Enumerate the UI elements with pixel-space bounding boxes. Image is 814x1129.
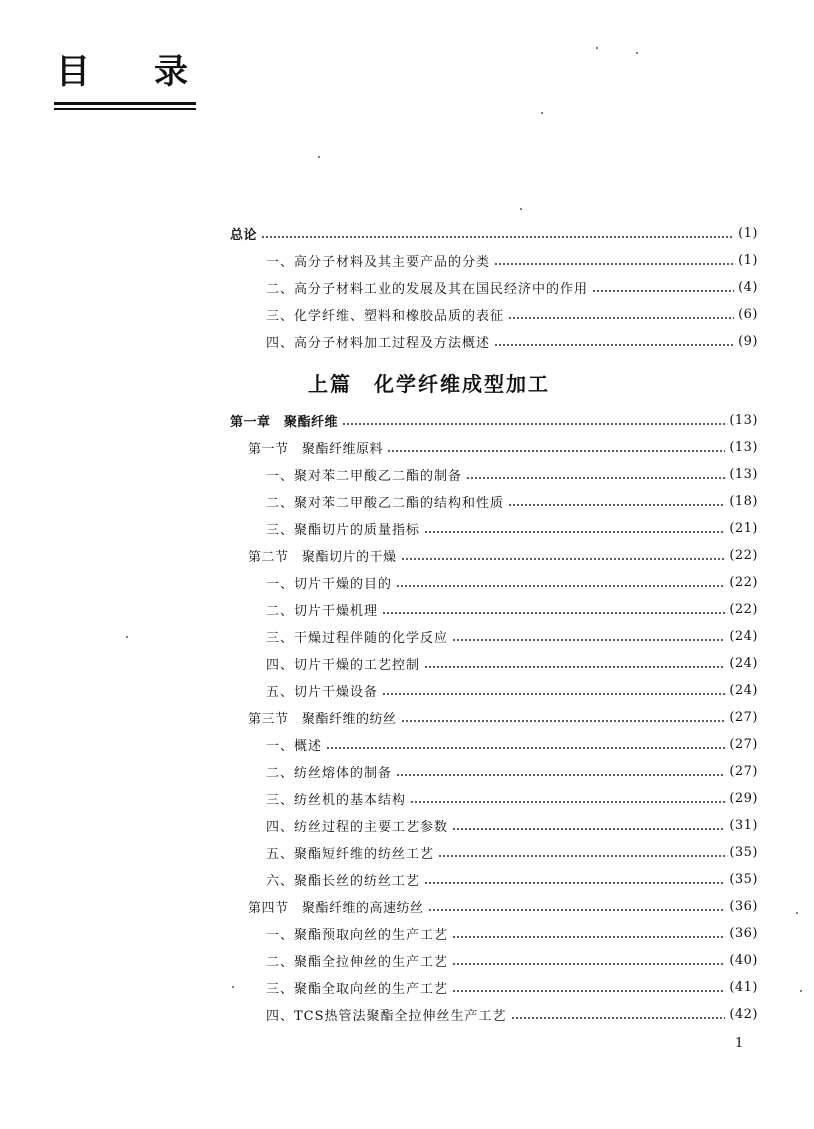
title-underline-thin: [54, 108, 196, 110]
toc-entry-label: 一、高分子材料及其主要产品的分类: [266, 254, 491, 270]
toc-entry-label: 一、概述: [266, 738, 323, 754]
toc-entry[interactable]: [266, 249, 758, 271]
toc-entry-page: (6): [738, 306, 758, 322]
toc-entry-page: (31): [729, 817, 758, 833]
toc-entry-page: (41): [729, 979, 758, 995]
toc-leader-dots: [494, 344, 734, 346]
toc-leader-dots: [452, 936, 725, 938]
toc-entry-page: (18): [729, 493, 758, 509]
toc-entry-section[interactable]: [248, 436, 758, 458]
toc-entry-page: (35): [729, 844, 758, 860]
toc-entry-label: 二、聚对苯二甲酸乙二酯的结构和性质: [266, 495, 505, 511]
part-heading: 上篇 化学纤维成型加工: [308, 372, 550, 396]
toc-entry-page: (13): [729, 412, 758, 428]
scan-speck: [796, 912, 798, 914]
toc-entry-page: (22): [729, 601, 758, 617]
toc-entry-label: 三、纺丝机的基本结构: [266, 792, 407, 808]
toc-leader-dots: [424, 882, 725, 884]
toc-entry-label: 一、聚酯预取向丝的生产工艺: [266, 927, 449, 943]
toc-leader-dots: [387, 450, 725, 452]
toc-entry-section[interactable]: [248, 895, 758, 917]
toc-entry-label: 二、聚酯全拉伸丝的生产工艺: [266, 954, 449, 970]
title-char-lu: 录: [154, 52, 188, 92]
toc-entry-section[interactable]: [248, 544, 758, 566]
toc-leader-dots: [494, 263, 734, 265]
toc-entry-page: (22): [729, 574, 758, 590]
toc-entry[interactable]: [266, 276, 758, 298]
toc-entry-page: (22): [729, 547, 758, 563]
toc-entry-label: 第三节 聚酯纤维的纺丝: [248, 711, 397, 727]
scan-speck: [800, 990, 802, 992]
toc-leader-dots: [428, 909, 726, 911]
toc-entry-label: 总论: [230, 227, 258, 243]
toc-leader-dots: [396, 585, 725, 587]
toc-entry-page: (29): [729, 790, 758, 806]
toc-entry-page: (40): [729, 952, 758, 968]
toc-entry-label: 二、纺丝熔体的制备: [266, 765, 393, 781]
toc-leader-dots: [452, 963, 725, 965]
toc-entry[interactable]: [266, 652, 758, 674]
toc-leader-dots: [424, 531, 725, 533]
toc-leader-dots: [424, 666, 725, 668]
toc-entry-page: (27): [729, 709, 758, 725]
toc-entry-page: (1): [738, 252, 758, 268]
toc-entry[interactable]: [266, 868, 758, 890]
scan-speck: [520, 208, 522, 210]
toc-entry-label: 一、聚对苯二甲酸乙二酯的制备: [266, 468, 463, 484]
toc-entry[interactable]: [266, 517, 758, 539]
toc-entry-page: (36): [729, 925, 758, 941]
scan-speck: [541, 112, 543, 114]
scan-speck: [318, 156, 320, 158]
toc-entry[interactable]: [266, 571, 758, 593]
toc-entry-page: (27): [729, 736, 758, 752]
toc-entry-chapter[interactable]: [230, 409, 758, 431]
toc-entry-label: 三、聚酯全取向丝的生产工艺: [266, 981, 449, 997]
toc-entry-label: 五、切片干燥设备: [266, 684, 379, 700]
toc-leader-dots: [382, 612, 725, 614]
toc-leader-dots: [342, 423, 725, 425]
toc-leader-dots: [452, 990, 725, 992]
toc-entry-label: 四、TCS热管法聚酯全拉伸丝生产工艺: [266, 1008, 507, 1024]
toc-entry-label: 六、聚酯长丝的纺丝工艺: [266, 873, 421, 889]
toc-entry-page: (24): [729, 655, 758, 671]
toc-entry-general[interactable]: [230, 222, 758, 244]
toc-leader-dots: [396, 774, 725, 776]
toc-entry[interactable]: [266, 463, 758, 485]
toc-entry-label: 三、聚酯切片的质量指标: [266, 522, 421, 538]
toc-entry[interactable]: [266, 841, 758, 863]
title-char-mu: 目: [56, 52, 90, 92]
toc-leader-dots: [401, 720, 726, 722]
toc-entry[interactable]: [266, 598, 758, 620]
toc-entry-page: (35): [729, 871, 758, 887]
toc-entry-label: 二、切片干燥机理: [266, 603, 379, 619]
toc-entry-section[interactable]: [248, 706, 758, 728]
toc-entry[interactable]: [266, 1003, 758, 1025]
toc-leader-dots: [410, 801, 725, 803]
toc-entry[interactable]: [266, 814, 758, 836]
title-underline-thick: [54, 102, 196, 105]
toc-leader-dots: [592, 290, 734, 292]
toc-entry[interactable]: [266, 949, 758, 971]
page-title: [56, 50, 196, 94]
toc-entry-page: (24): [729, 682, 758, 698]
toc-entry-label: 三、干燥过程伴随的化学反应: [266, 630, 449, 646]
toc-leader-dots: [261, 236, 734, 238]
scan-speck: [126, 636, 128, 638]
scan-speck: [596, 47, 598, 49]
toc-entry[interactable]: [266, 490, 758, 512]
toc-entry-label: 第一节 聚酯纤维原料: [248, 441, 384, 457]
toc-entry-page: (13): [729, 439, 758, 455]
toc-leader-dots: [466, 477, 725, 479]
scan-speck: [232, 986, 234, 988]
toc-entry[interactable]: [266, 679, 758, 701]
toc-entry[interactable]: [266, 303, 758, 325]
toc-entry[interactable]: [266, 330, 758, 352]
toc-leader-dots: [438, 855, 725, 857]
toc-leader-dots: [452, 639, 725, 641]
toc-entry-label: 二、高分子材料工业的发展及其在国民经济中的作用: [266, 281, 589, 297]
toc-leader-dots: [508, 504, 725, 506]
toc-entry-label: 四、纺丝过程的主要工艺参数: [266, 819, 449, 835]
toc-entry[interactable]: [266, 625, 758, 647]
scan-speck: [636, 52, 638, 54]
toc-entry-page: (21): [729, 520, 758, 536]
toc-entry[interactable]: [266, 733, 758, 755]
toc-entry[interactable]: [266, 787, 758, 809]
toc-entry[interactable]: [266, 760, 758, 782]
page-number: 1: [735, 1036, 744, 1051]
toc-entry-label: 第一章 聚酯纤维: [230, 414, 339, 430]
toc-entry-label: 第四节 聚酯纤维的高速纺丝: [248, 900, 424, 916]
toc-entry-label: 一、切片干燥的目的: [266, 576, 393, 592]
toc-leader-dots: [511, 1017, 726, 1019]
toc-entry-page: (27): [729, 763, 758, 779]
toc-entry-label: 三、化学纤维、塑料和橡胶品质的表征: [266, 308, 505, 324]
toc-entry-page: (4): [738, 279, 758, 295]
toc-leader-dots: [326, 747, 725, 749]
toc-entry[interactable]: [266, 922, 758, 944]
toc-entry-label: 四、高分子材料加工过程及方法概述: [266, 335, 491, 351]
toc-entry-label: 四、切片干燥的工艺控制: [266, 657, 421, 673]
toc-entry-label: 第二节 聚酯切片的干燥: [248, 549, 397, 565]
toc-entry-page: (13): [729, 466, 758, 482]
toc-entry-page: (1): [738, 225, 758, 241]
toc-entry-label: 五、聚酯短纤维的纺丝工艺: [266, 846, 435, 862]
toc-entry-page: (24): [729, 628, 758, 644]
toc-leader-dots: [382, 693, 725, 695]
toc-leader-dots: [508, 317, 734, 319]
toc-leader-dots: [401, 558, 726, 560]
toc-entry-page: (42): [729, 1006, 758, 1022]
toc-entry[interactable]: [266, 976, 758, 998]
toc-leader-dots: [452, 828, 725, 830]
toc-entry-page: (9): [738, 333, 758, 349]
toc-entry-page: (36): [729, 898, 758, 914]
